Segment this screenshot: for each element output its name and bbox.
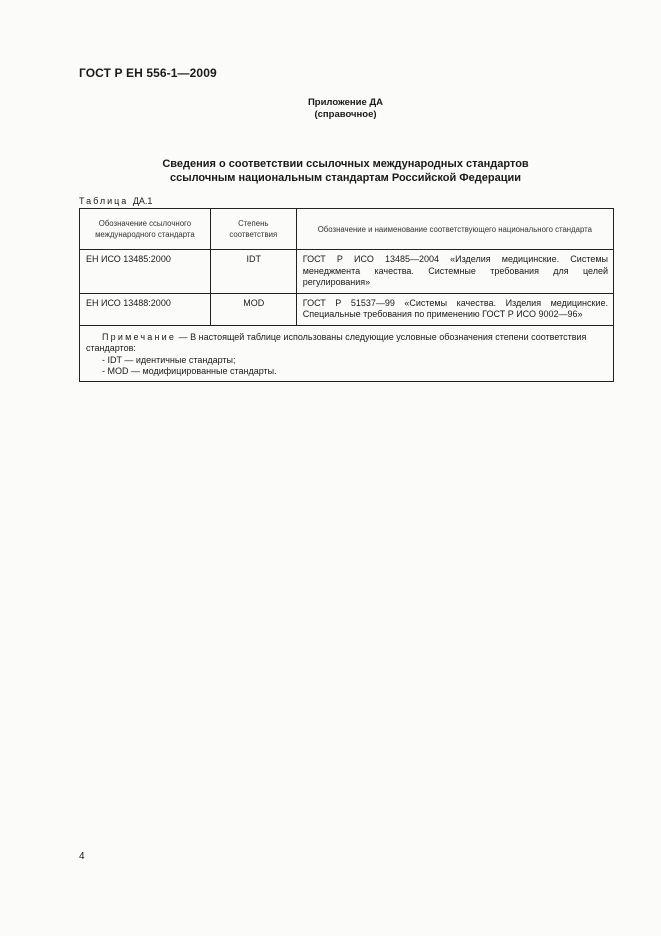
note-item-mod: - MOD — модифицированные стандарты.: [102, 366, 277, 376]
table-header-row: [80, 209, 614, 250]
table-caption-number: ДА.1: [132, 196, 153, 206]
section-heading: [0, 157, 661, 185]
annex-title: Приложение ДА: [307, 97, 384, 108]
header-international-standard: Обозначение ссылочного международного стандарта: [80, 209, 211, 250]
annex-subtitle: (справочное): [314, 109, 377, 120]
document-code: ГОСТ Р ЕН 556-1—2009: [79, 66, 217, 80]
table-note: [80, 325, 614, 381]
cell-international-standard: ЕН ИСО 13485:2000: [80, 250, 211, 294]
cell-degree: IDT: [210, 250, 296, 294]
table-caption-word: Таблица: [79, 196, 129, 206]
note-text: — В настоящей таблице использованы следующие условные обозначения степени соответствия стандартов:: [86, 331, 587, 353]
cell-degree: MOD: [210, 293, 296, 325]
table-note-row: [80, 325, 614, 381]
correspondence-table: [79, 208, 614, 382]
page-number: 4: [79, 851, 85, 862]
annex-block: [0, 97, 661, 121]
cell-international-standard: ЕН ИСО 13488:2000: [80, 293, 211, 325]
header-national-standard: Обозначение и наименование соответствующего национального стандарта: [296, 209, 613, 250]
cell-national-standard: ГОСТ Р 51537—99 «Системы качества. Изделия медицинские. Специальные требования по применению ГОСТ Р ИСО 9002—96»: [296, 293, 613, 325]
table-row: [80, 250, 614, 294]
table-caption: [79, 196, 152, 206]
header-degree: Степень соответствия: [210, 209, 296, 250]
heading-line-1: Сведения о соответствии ссылочных международных стандартов: [162, 158, 529, 170]
note-label: Примечание: [102, 331, 177, 342]
note-item-idt: - IDT — идентичные стандарты;: [102, 354, 236, 365]
cell-national-standard: ГОСТ Р ИСО 13485—2004 «Изделия медицинские. Системы менеджмента качества. Системные требования для целей регулирования»: [296, 250, 613, 294]
heading-line-2: ссылочным национальным стандартам Российской Федерации: [169, 172, 522, 184]
table-row: [80, 293, 614, 325]
